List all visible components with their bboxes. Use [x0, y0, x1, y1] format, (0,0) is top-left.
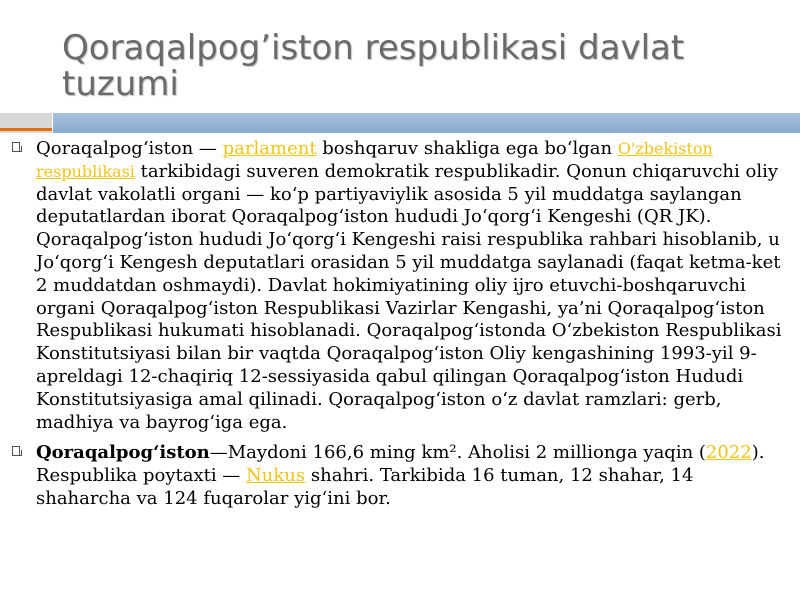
slide-title: Qoraqalpog’iston respublikasi davlat tuzumi — [62, 28, 685, 104]
divider-orange-line — [0, 128, 52, 131]
bullet-icon — [12, 141, 23, 152]
bullet-paragraph-facts — [12, 442, 794, 510]
paragraph-text: tarkibidagi suveren demokratik respublikadir. Qonun chiqaruvchi oliy davlat vakolatli organi — ko‘p partiyaviylik asosida 5 yil muddatga saylangan deputatlardan iborat Qoraqalpog‘iston hududi Jo‘qorg‘i Kengeshi (QR JK). Qoraqalpog‘iston hududi Jo‘qorg‘i Kengeshi raisi respublika rahbari hisoblanib, u Jo‘qorg‘i Kengesh deputatlari orasidan 5 yil muddatga saylanadi (faqat ketma-ket 2 muddatdan oshmaydi). Davlat hokimiyatining oliy ijro etuvchi-boshqaruvchi organi Qoraqalpog‘iston Respublikasi Vazirlar Kengashi, ya’ni Qoraqalpog‘iston Respublikasi hukumati hisoblanadi. Qoraqalpog‘istonda O‘zbekiston Respublikasi Konstitutsiyasi bilan bir vaqtda Qoraqalpog‘iston Oliy kengashining 1993-yil 9-apreldagi 12-chaqiriq 12-sessiyasida qabul qilingan Qoraqalpog‘iston Hududi Konstitutsiyasiga amal qilinadi. Qoraqalpog‘iston o‘z davlat ramzlari: gerb, madhiya va bayrog‘iga ega. — [36, 160, 782, 433]
slide-body — [12, 138, 794, 519]
paragraph-text: ). Respublika poytaxti — — [36, 442, 765, 487]
title-divider-bar — [0, 113, 800, 133]
paragraph-text: shahri. Tarkibida 16 tuman, 12 shahar, 14 shaharcha va 124 fuqarolar yig‘ini bor. — [36, 465, 694, 509]
bullet-icon — [12, 445, 23, 456]
bold-term: Qoraqalpog‘iston — [36, 442, 210, 464]
link-parlament[interactable]: parlament — [222, 138, 317, 159]
bullet-paragraph-government — [12, 138, 794, 434]
paragraph-text: boshqaruv shakliga ega bo‘lgan — [316, 138, 618, 159]
paragraph-text: —Maydoni 166,6 ming km². Aholisi 2 millionga yaqin ( — [209, 442, 706, 464]
link-year-2022[interactable]: 2022 — [705, 442, 752, 464]
link-nukus[interactable]: Nukus — [246, 465, 306, 487]
divider-blue-band — [52, 113, 800, 133]
link-uzbekistan-republic[interactable]: O'zbekiston respublikasi — [36, 139, 713, 181]
paragraph-text: Qoraqalpog‘iston — — [36, 138, 223, 159]
